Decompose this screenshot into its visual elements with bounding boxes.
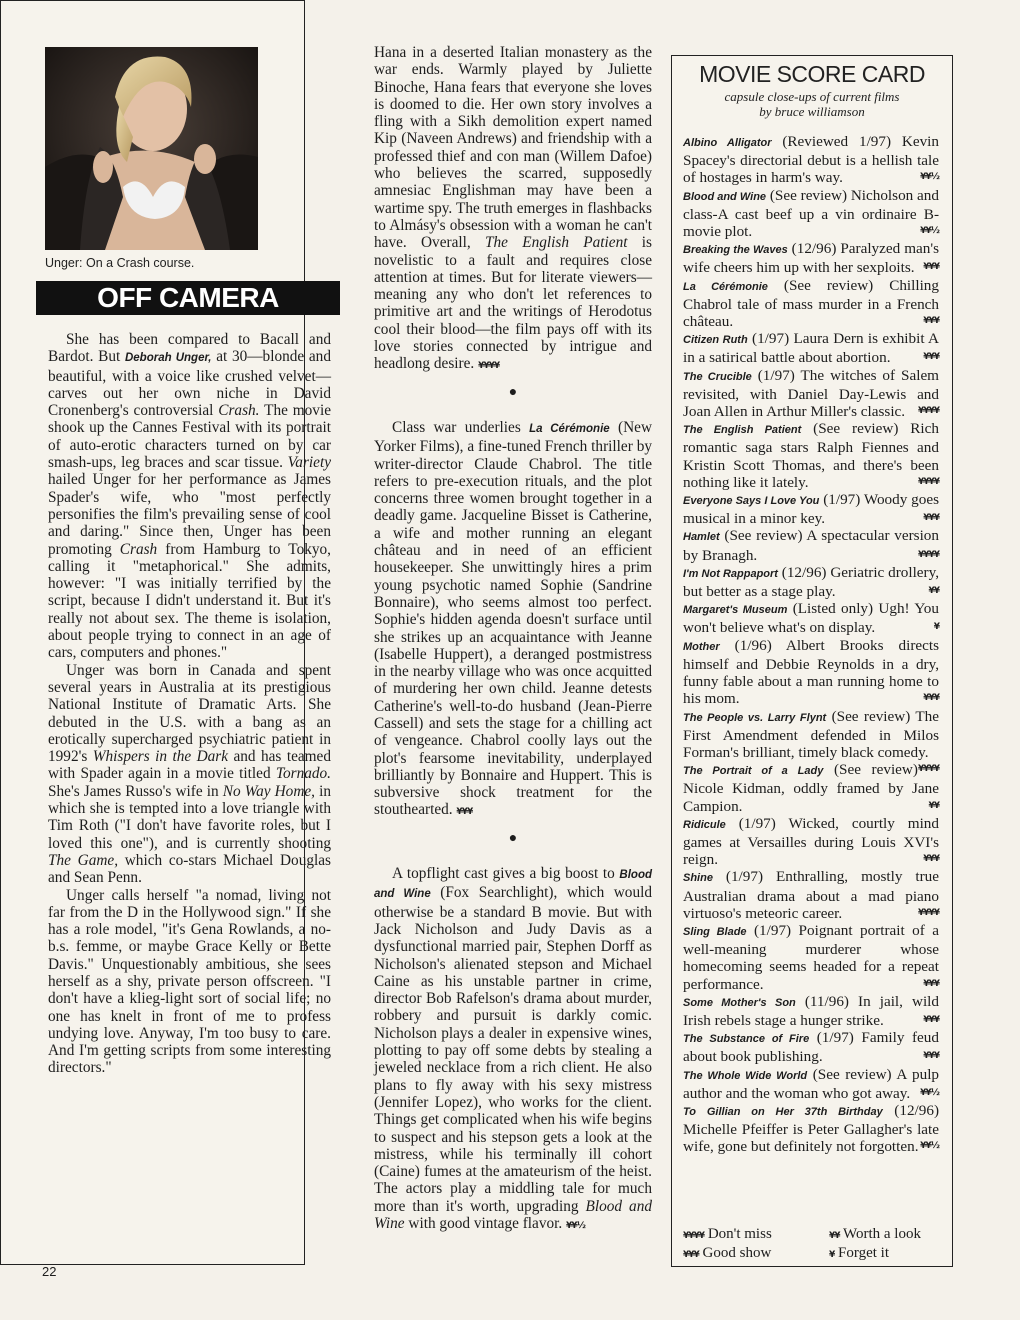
rating: ¥¥¥: [923, 352, 939, 363]
film-title: The People vs. Larry Flynt: [683, 711, 827, 724]
film-title: To Gillian on Her 37th Birthday: [683, 1105, 883, 1118]
score-card-entry: [683, 491, 939, 527]
legend-item: ¥¥¥¥ Don't miss: [683, 1226, 772, 1242]
score-card-subtitle: capsule close-ups of current films by bruce williamson: [724, 89, 900, 119]
score-card-entry: [683, 1102, 939, 1156]
film-blurb: (1/97) Family feud about book publishing.: [683, 1029, 939, 1066]
film-blurb: (1/97) Wicked, courtly mind games at Versailles during Louis XVI's reign.: [683, 814, 939, 869]
review-english-patient: Hana in a deserted Italian monastery as the war ends. Warmly played by Juliette Binoche, Hana fears that everyone she loves is doomed to die. Her own story involves a fling with a Sikh demolition expert named Kip (Naveen Andrews) and friendship with a professed thief and con man (Willem Dafoe) who believes the scarred, supposedly amnesiac Englishman may have been a wartime spy. The truth emerges in flashbacks to Almásy's obsession with a woman he can't have. Overall, The English Patient is novelistic to a fault and requires close attention at times. But for literate viewers—meaning any who don't let references to primitive art and the writings of Herodotus cool their blood—the film pays off with its love stories connected by intrigue and headlong desire. ¥¥¥¥: [374, 44, 652, 373]
legend-item: ¥¥¥ Good show: [683, 1245, 772, 1261]
rating: ¥¥½: [920, 1087, 939, 1098]
score-card-entry: [683, 922, 939, 993]
rating: ¥¥: [928, 586, 939, 597]
film-blurb: (1/96) Albert Brooks directs himself and Debbie Reynolds in a dry, funny fable about a man running home to his mom.: [683, 636, 939, 708]
film-title: The Substance of Fire: [683, 1033, 810, 1046]
film-title: Some Mother's Son: [683, 996, 796, 1009]
rating: ¥¥¥¥: [917, 764, 939, 775]
film-blurb: (1/97) The witches of Salem revisited, with Daniel Day-Lewis and Joan Allen in Arthur Miller's classic.: [683, 366, 939, 421]
film-blurb: (12/96) Michelle Pfeiffer is Peter Gallagher's late wife, gone but definitely not forgotten.: [683, 1101, 939, 1156]
score-card-entry: [683, 564, 939, 600]
rating: ¥¥½: [920, 1141, 939, 1152]
movie-score-card: [671, 55, 953, 1267]
film-title: I'm Not Rappaport: [683, 567, 778, 580]
rating: ¥¥¥: [923, 262, 939, 273]
rating: ¥¥¥: [923, 693, 939, 704]
legend-item: ¥¥ Worth a look: [829, 1226, 921, 1242]
score-card-entries: [683, 133, 939, 1156]
section-bullet: ●: [508, 830, 518, 846]
rating: ¥¥¥: [923, 854, 939, 865]
rating: ¥¥¥¥: [917, 549, 939, 560]
score-card-entry: [683, 761, 939, 815]
rating: ¥¥½: [566, 1221, 585, 1231]
film-title: Sling Blade: [683, 925, 747, 938]
score-card-entry: [683, 277, 939, 331]
score-card-entry: [683, 330, 939, 366]
rating: ¥¥¥¥: [478, 361, 500, 372]
off-camera-box: [0, 0, 331, 1265]
film-blurb: (12/96) Geriatric drollery, but better as a stage play.: [683, 563, 939, 601]
score-card-entry: [683, 993, 939, 1029]
paragraph: Unger was born in Canada and spent several years in Australia at its prestigious National Institute of Dramatic Arts. She debuted in the U.S. with a bang as an erotically supercharged psychiatric patient in 1992's Whispers in the Dark and has teamed with Spader again in a movie titled Tornado. She's James Russo's wife in No Way Home, in which she is tempted into a love triangle with Tim Roth ("I don't have favorite roles, but I loved this one"), and is currently shooting The Game, which co-stars Michael Douglas and Sean Penn.: [48, 661, 331, 887]
off-camera-banner: OFF CAMERA: [36, 281, 340, 315]
film-title: Mother: [683, 640, 720, 653]
film-blurb: (1/97) Woody goes musical in a minor key.: [683, 491, 939, 528]
film-blurb: (See review) Rich romantic saga stars Ralph Fiennes and Kristin Scott Thomas, and there's been nothing like it lately.: [683, 420, 939, 491]
rating: ¥¥: [928, 800, 939, 811]
film-title: Everyone Says I Love You: [683, 495, 820, 508]
score-card-entry: [683, 1029, 939, 1065]
unger-photo: [45, 47, 258, 250]
rating-legend: [683, 1226, 939, 1264]
photo-caption: Unger: On a Crash course.: [45, 256, 195, 270]
film-blurb: (See review) Nicole Kidman, oddly framed by Jane Campion.: [683, 761, 939, 815]
film-blurb: (1/97) Enthralling, mostly true Australian drama about a mad piano virtuoso's meteoric career.: [683, 868, 939, 922]
film-blurb: (Listed only) Ugh! You won't believe what's on display.: [683, 600, 939, 637]
film-title: Citizen Ruth: [683, 334, 748, 347]
score-card-entry: [683, 187, 939, 241]
section-bullet: ●: [508, 384, 518, 400]
rating: ¥: [933, 622, 939, 633]
rating: ¥¥¥: [923, 1051, 939, 1062]
rating: ¥¥½: [920, 226, 939, 237]
film-title: Margaret's Museum: [683, 604, 788, 617]
film-blurb: (12/96) Paralyzed man's wife cheers him up with her sexploits.: [683, 240, 939, 277]
paragraph: She has been compared to Bacall and Bardot. But Deborah Unger, at 30—blonde and beautiful, with a voice like crushed velvet—carves out her own niche in David Cronenberg's controversial Crash. The movie shook up the Cannes Festival with its portrait of auto-erotic characters turned on by car smash-ups, leg braces and scar tissue. Variety hailed Unger for her performance as James Spader's wife, who "most perfectly personifies the film's prevailing sense of cool and daring." Since then, Unger has been promoting Crash from Hamburg to Tokyo, calling it "metaphorical." She admits, however: "I was initially terrified by the script, because I didn't understand it. But it's really not about sex. The theme is isolation, about people trying to connect in an age of cars, computers and phones.": [48, 331, 331, 662]
score-card-entry: [683, 527, 939, 563]
off-camera-article: [48, 331, 331, 1077]
film-title: The Portrait of a Lady: [683, 765, 824, 778]
film-blurb: (See review) Nicholson and class-A cast beef up a vin ordinaire B-movie plot.: [683, 186, 939, 241]
rating: ¥¥¥: [923, 316, 939, 327]
rating: ¥¥¥: [456, 807, 473, 818]
score-card-entry: [683, 133, 939, 187]
film-title: The Whole Wide World: [683, 1069, 808, 1082]
reviews-column: [374, 44, 652, 1235]
page-number: 22: [42, 1264, 57, 1279]
film-blurb: (11/96) In jail, wild Irish rebels stage a hunger strike.: [683, 992, 939, 1029]
rating: ¥¥¥: [923, 513, 939, 524]
rating: ¥¥¥: [923, 978, 939, 989]
review-blood-and-wine: A topflight cast gives a big boost to Blood and Wine (Fox Searchlight), which would otherwise be a standard B movie. But with Jack Nicholson and Judy Davis as a dysfunctional married pair, Stephen Dorff as Nicholson's alienated stepson and Michael Caine as his unstable partner in crime, director Bob Rafelson's drama about murder, robbery and pursuit is darkly comic. Nicholson plays a dealer in expensive wines, plotting to pay off some debts by stealing a jeweled necklace from a rich client. He also plans to fly away with his sexy mistress (Jennifer Lopez), who works for the client. Things get complicated when his wife begins to suspect and his stepson gets a look at the mistress, while his terminally ill cohort (Caine) fumes at the amateurism of the heist. The actors play a middling tale for much more than it's worth, upgrading Blood and Wine with good vintage flavor. ¥¥½: [374, 865, 653, 1232]
rating: ¥¥¥: [923, 1014, 939, 1025]
rating: ¥¥½: [920, 172, 939, 183]
film-title: Shine: [683, 872, 713, 885]
rating: ¥¥¥¥: [917, 476, 939, 487]
score-card-entry: [683, 367, 939, 421]
film-blurb: (See review) A spectacular version by Branagh.: [683, 527, 939, 564]
score-card-entry: [683, 868, 939, 922]
score-card-entry: [683, 240, 939, 276]
film-blurb: (1/97) Laura Dern is exhibit A in a satirical battle about abortion.: [683, 330, 939, 367]
score-card-entry: [683, 420, 939, 491]
film-blurb: (See review) Chilling Chabrol tale of mass murder in a French château.: [683, 276, 939, 331]
film-blurb: (Reviewed 1/97) Kevin Spacey's directorial debut is a hellish tale of hostages in harm's way.: [683, 133, 939, 187]
film-title: Hamlet: [683, 531, 720, 544]
film-title: Ridicule: [683, 818, 726, 831]
portrait-image: [45, 47, 258, 250]
film-blurb: (See review) The First Amendment defended in Milos Forman's brilliant, timely black comedy.: [683, 707, 939, 761]
paragraph: Unger calls herself "a nomad, living not far from the D in the Hollywood sign." If she has a role model, "it's Gena Rowlands, a no-b.s. femme, or maybe Grace Kelly or Bette Davis." Unquestionably ambitious, she sees herself as a shy, private person offscreen. "I don't have a klieg-light sort of social life; no one has knelt in front of me to profess undying love. Anyway, I'm too busy to care. And I'm getting scripts from some interesting directors.": [48, 886, 331, 1077]
film-title: The Crucible: [683, 370, 752, 383]
rating: ¥¥¥¥: [917, 406, 939, 417]
film-title: Breaking the Waves: [683, 244, 788, 257]
score-card-entry: [683, 1066, 939, 1102]
film-blurb: (1/97) Poignant portrait of a well-meaning murderer whose homecoming seems headed for a repeat performance.: [683, 921, 939, 993]
film-title: Blood and Wine: [683, 190, 767, 203]
score-card-entry: [683, 600, 939, 636]
score-card-entry: [683, 637, 939, 708]
film-title: Albino Alligator: [683, 137, 772, 149]
rating: ¥¥¥¥: [917, 907, 939, 918]
review-la-ceremonie: Class war underlies La Cérémonie (New Yorker Films), a fine-tuned French thriller by writer-director Claude Chabrol. The title refers to pre-execution rituals, and the plot concerns three women brought together in a deadly game. Jacqueline Bisset is Catherine, a wife and mother running an elegant château and in need of an efficient housekeeper. She unwittingly hires a prim young psychotic named Sophie (Sandrine Bonnaire), who seems almost too perfect. Sophie's hidden agenda doesn't surface until she strikes up an acquaintance with Jeanne (Isabelle Huppert), a deranged postmistress in the nearby village who was once acquitted of murdering her own child. Jeanne detests Catherine's well-to-do husband (Jean-Pierre Cassell) and sets the stage for a chilling act of vengeance. Chabrol coolly lays out the plot's fearsome inevitability, underplayed brilliantly by Bonnaire and Huppert. This is subversive shock treatment for the stouthearted. ¥¥¥: [374, 418, 652, 819]
film-title: The English Patient: [683, 424, 802, 437]
score-card-entry: [683, 815, 939, 869]
film-blurb: (See review) A pulp author and the woman who got away.: [683, 1065, 940, 1102]
film-title: La Cérémonie: [683, 280, 768, 293]
score-card-title: MOVIE SCORE CARD: [699, 61, 925, 87]
legend-item: ¥ Forget it: [829, 1245, 889, 1261]
